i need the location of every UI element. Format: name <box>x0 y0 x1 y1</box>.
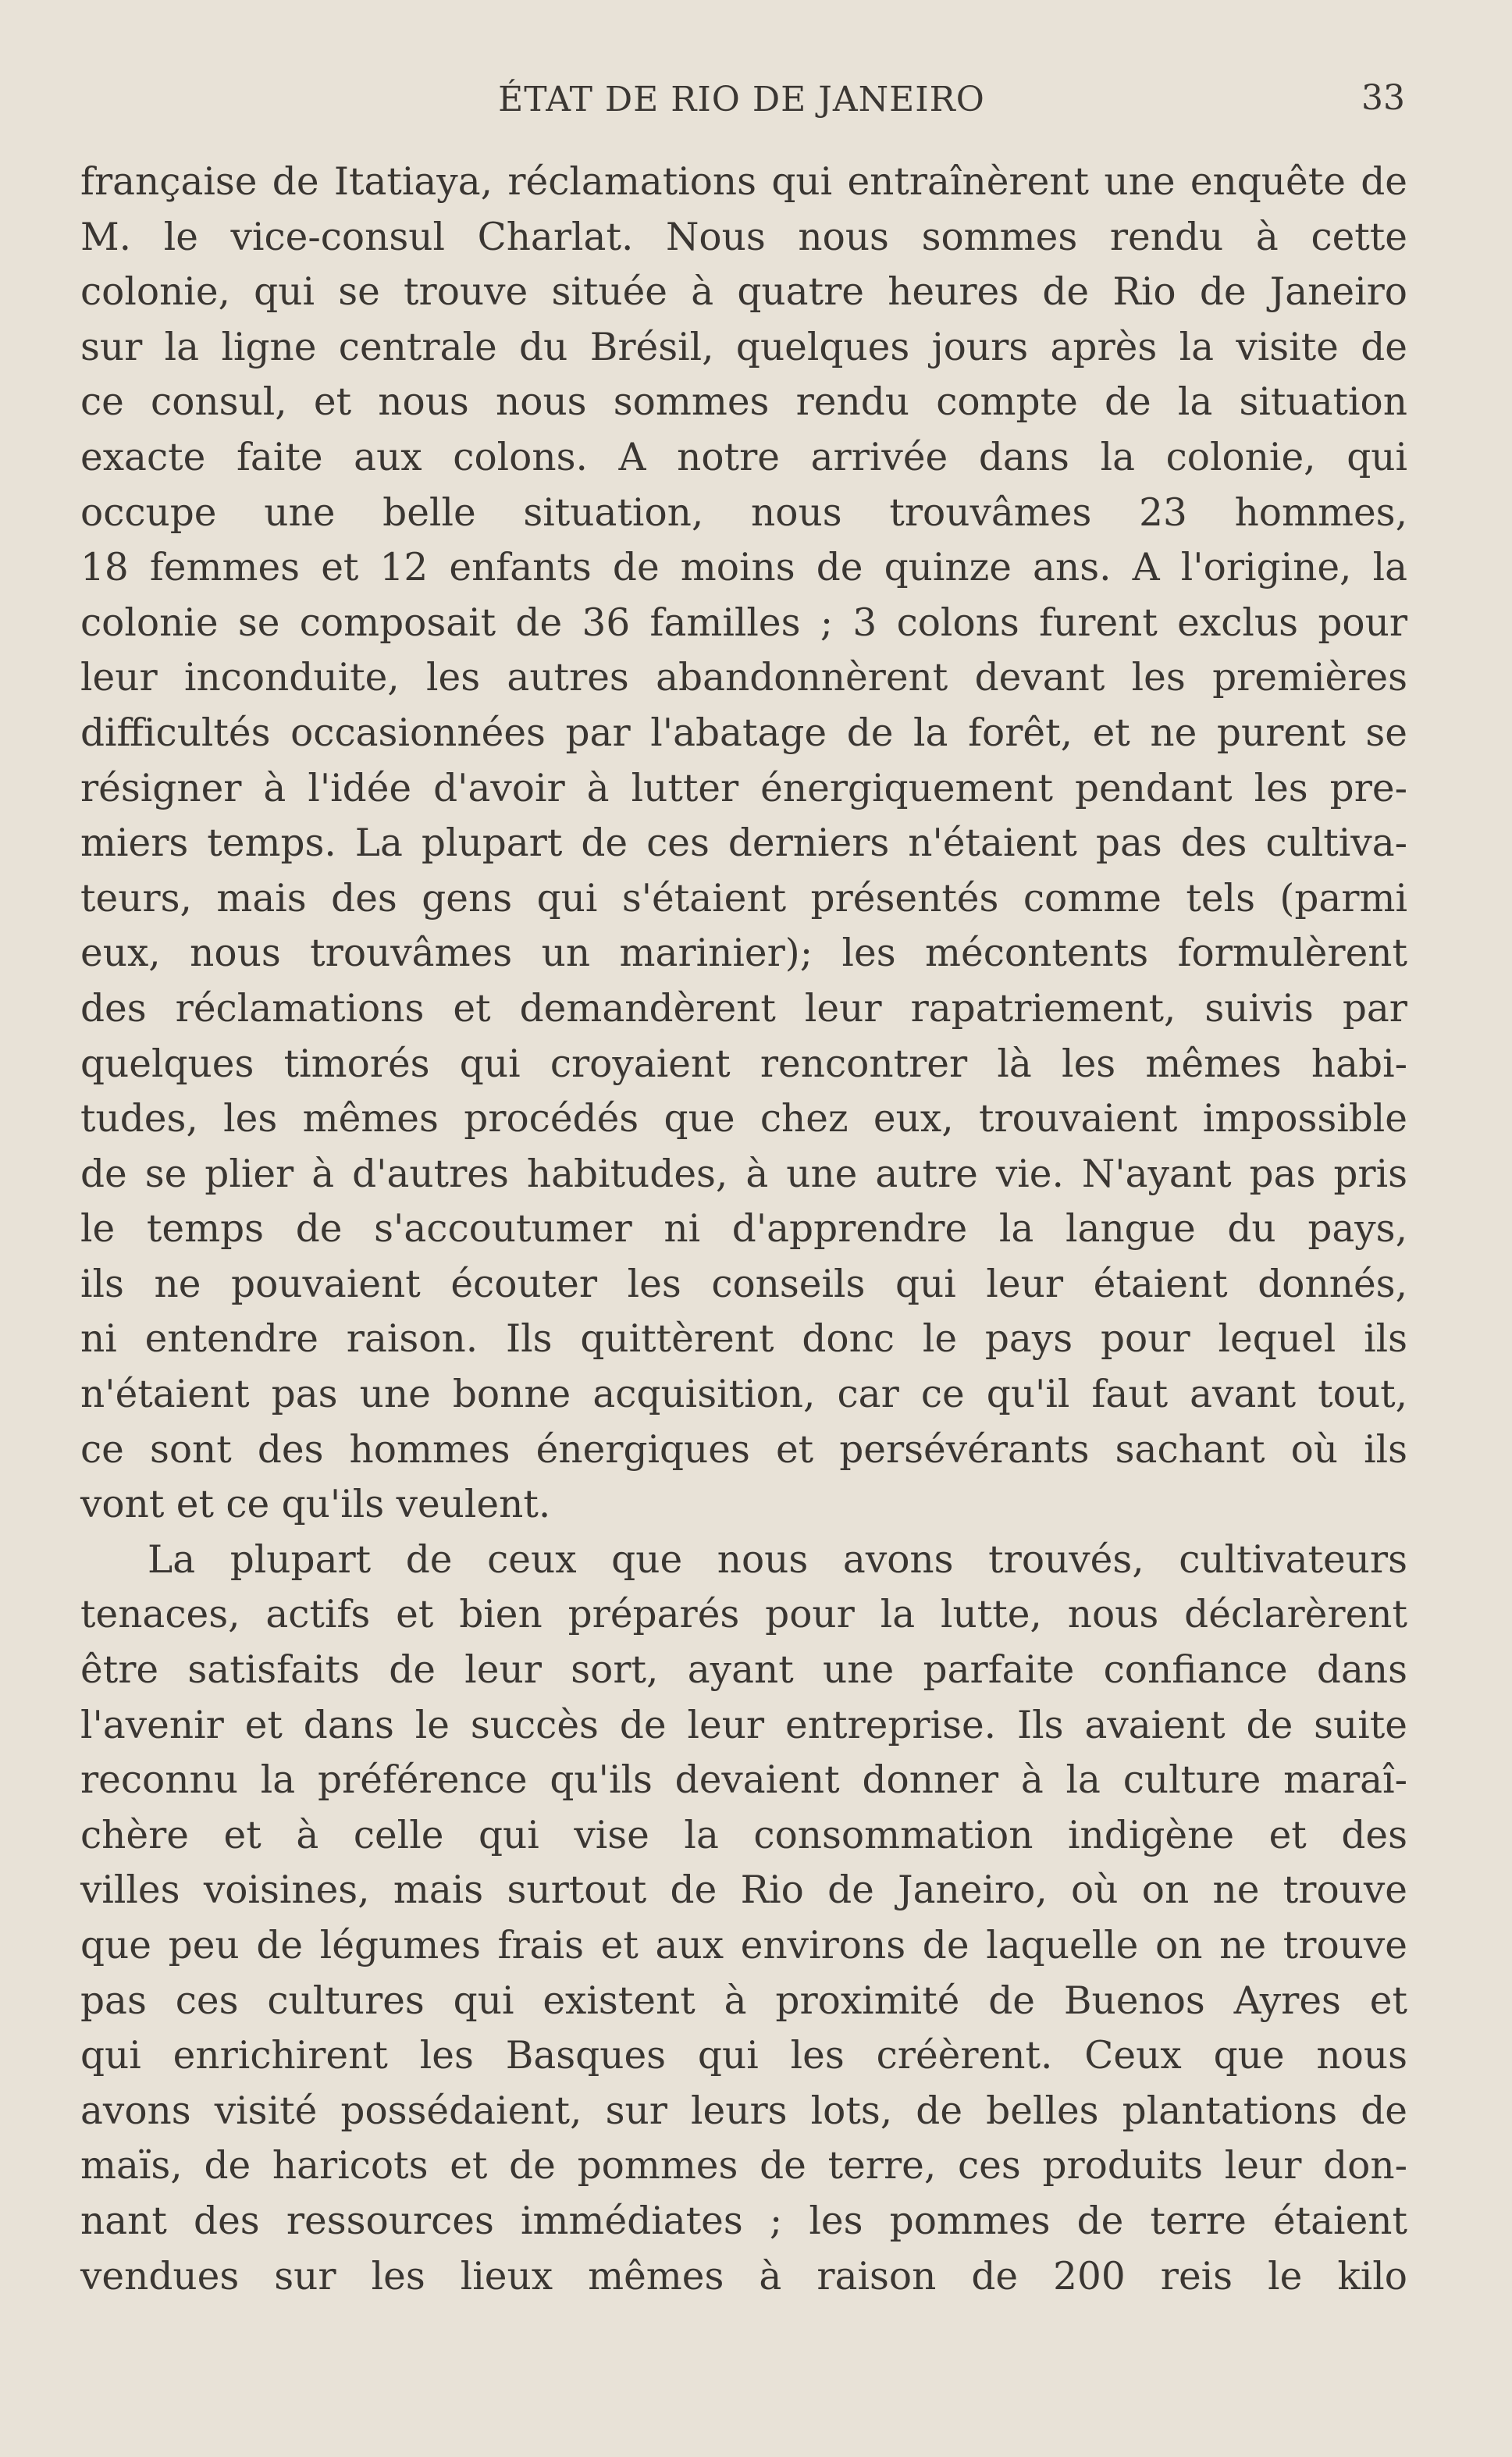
text-line: exacte faite aux colons. A notre arrivée dans la colonie, qui <box>80 435 1407 479</box>
text-line: nant des ressources immédiates ; les pommes de terre étaient <box>80 2199 1407 2243</box>
text-line: sur la ligne centrale du Brésil, quelques jours après la visite de <box>80 325 1407 369</box>
text-line: des réclamations et demandèrent leur rapatriement, suivis par <box>80 986 1407 1031</box>
page-header <box>78 75 1405 130</box>
text-line: occupe une belle situation, nous trouvâmes 23 hommes, <box>80 490 1407 535</box>
text-line: villes voisines, mais surtout de Rio de Janeiro, où on ne trouve <box>80 1868 1407 1913</box>
text-line: que peu de légumes frais et aux environs de laquelle on ne trouve <box>80 1924 1407 1967</box>
text-line: l'avenir et dans le succès de leur entreprise. Ils avaient de suite <box>80 1703 1407 1747</box>
text-line: M. le vice-consul Charlat. Nous nous sommes rendu à cette <box>80 215 1407 259</box>
text-line: qui enrichirent les Basques qui les créèrent. Ceux que nous <box>80 2034 1407 2078</box>
page-number: 33 <box>1361 78 1405 118</box>
text-line: ce sont des hommes énergiques et persévérants sachant où ils <box>80 1427 1407 1472</box>
text-line: n'étaient pas une bonne acquisition, car ce qu'il faut avant tout, <box>80 1373 1407 1417</box>
text-line: reconnu la préférence qu'ils devaient donner à la culture maraî- <box>80 1758 1407 1803</box>
text-line: résigner à l'idée d'avoir à lutter énergiquement pendant les pre- <box>80 766 1407 810</box>
text-line: avons visité possédaient, sur leurs lots, de belles plantations de <box>80 2088 1407 2133</box>
running-title: ÉTAT DE RIO DE JANEIRO <box>498 80 985 119</box>
text-line: de se plier à d'autres habitudes, à une autre vie. N'ayant pas pris <box>80 1152 1407 1196</box>
text-line: être satisfaits de leur sort, ayant une parfaite confiance dans <box>80 1648 1407 1693</box>
text-line: le temps de s'accoutumer ni d'apprendre la langue du pays, <box>80 1207 1407 1252</box>
text-line: ni entendre raison. Ils quittèrent donc le pays pour lequel ils <box>80 1317 1407 1362</box>
text-line: 18 femmes et 12 enfants de moins de quinze ans. A l'origine, la <box>80 546 1407 590</box>
text-line: française de Itatiaya, réclamations qui entraînèrent une enquête de <box>80 160 1407 204</box>
text-line: pas ces cultures qui existent à proximité de Buenos Ayres et <box>80 1978 1407 2023</box>
text-line: teurs, mais des gens qui s'étaient présentés comme tels (parmi <box>80 876 1407 920</box>
text-line: miers temps. La plupart de ces derniers n'étaient pas des cultiva- <box>80 821 1407 866</box>
text-line: tenaces, actifs et bien préparés pour la lutte, nous déclarèrent <box>80 1593 1407 1637</box>
text-line: chère et à celle qui vise la consommation indigène et des <box>80 1813 1407 1857</box>
text-line: tudes, les mêmes procédés que chez eux, trouvaient impossible <box>80 1097 1407 1141</box>
text-line: difficultés occasionnées par l'abatage de la forêt, et ne purent se <box>80 710 1407 755</box>
text-line: quelques timorés qui croyaient rencontrer là les mêmes habi- <box>80 1042 1407 1086</box>
text-line: vendues sur les lieux mêmes à raison de 200 reis le kilo <box>80 2254 1407 2299</box>
text-line: maïs, de haricots et de pommes de terre, ces produits leur don- <box>80 2144 1407 2188</box>
text-line: colonie, qui se trouve située à quatre heures de Rio de Janeiro <box>80 270 1407 315</box>
text-line: leur inconduite, les autres abandonnèrent devant les premières <box>80 656 1407 700</box>
paragraph-end-line: vont et ce qu'ils veulent. <box>80 1483 551 1527</box>
text-line: colonie se composait de 36 familles ; 3 colons furent exclus pour <box>80 600 1407 645</box>
body-text <box>80 155 1407 2304</box>
text-line: ce consul, et nous nous sommes rendu compte de la situation <box>80 380 1407 425</box>
text-line: ils ne pouvaient écouter les conseils qui leur étaient donnés, <box>80 1262 1407 1306</box>
paragraph-start-line: La plupart de ceux que nous avons trouvés, cultivateurs <box>148 1537 1407 1582</box>
text-line: eux, nous trouvâmes un marinier); les mécontents formulèrent <box>80 931 1407 976</box>
